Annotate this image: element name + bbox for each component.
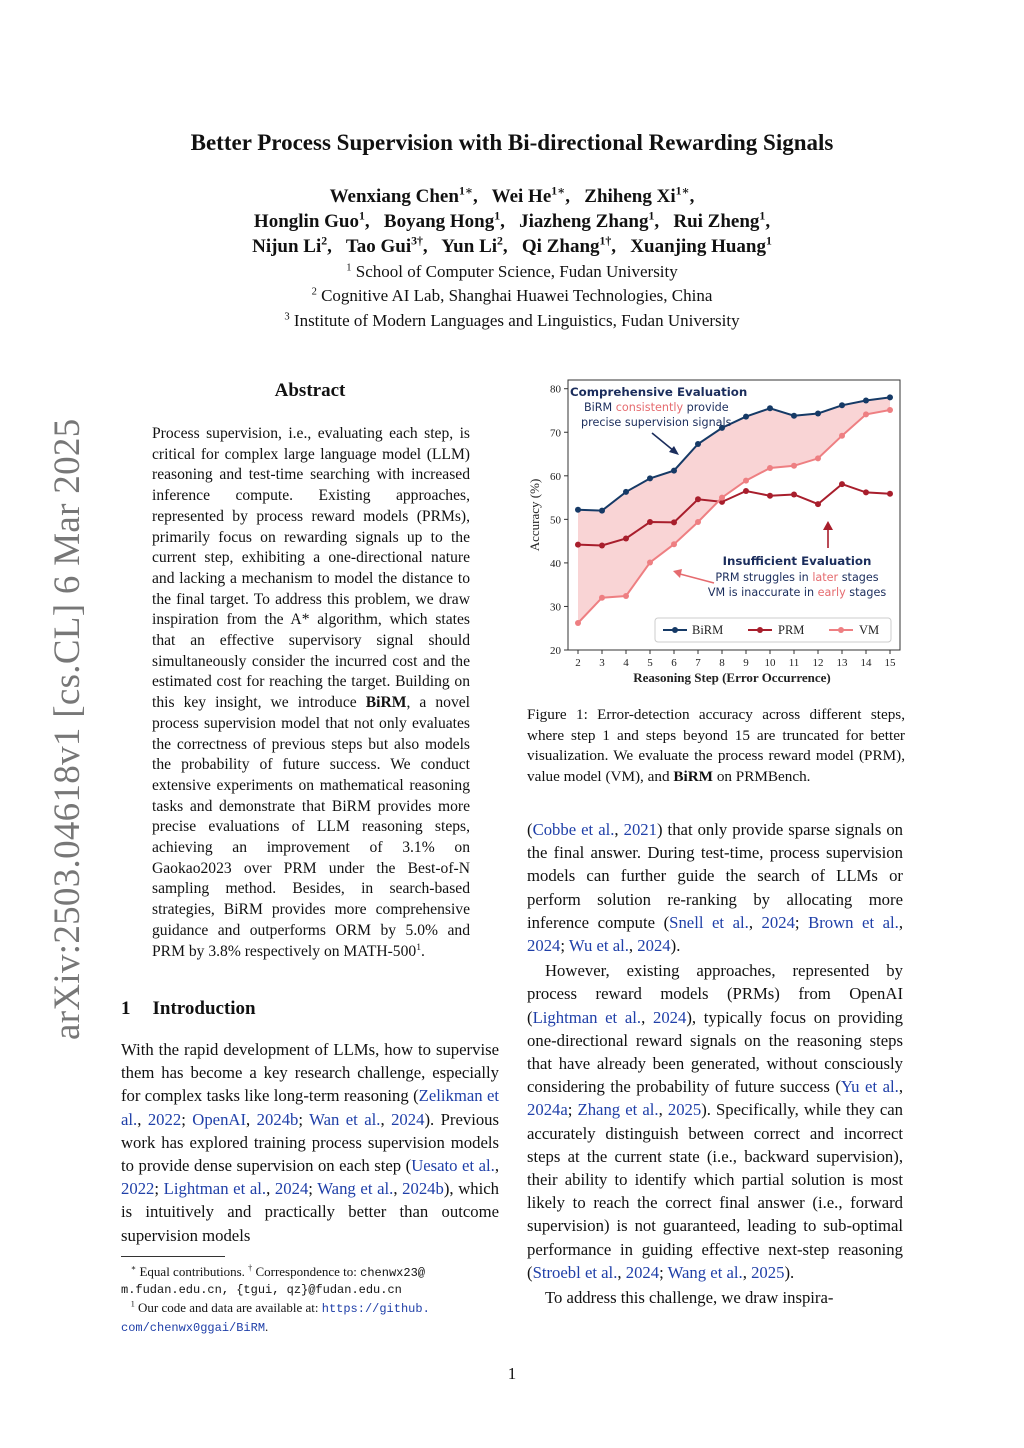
author-mark: 1 <box>648 209 655 223</box>
caption-text: Figure 1: Error-detection accuracy across different steps, where step 1 and steps beyond 15 are truncated for better visualization. We evaluate the process reward model (PRM), value model (VM), and <box>527 706 905 785</box>
citation-link[interactable]: 2022 <box>121 1179 155 1199</box>
data-point-vm <box>623 593 629 599</box>
data-point-prm <box>647 519 653 525</box>
text-part: ). Specifically, while they can accurately distinguish between correct and incorrect steps at the current state (i.e., backward supervision), their ability to identify which partial solution is most likely to reach the correct final answer (i.e., forward supervision) is not guaranteed, leading to sub-optimal performance in guiding effective next-step reasoning ( <box>527 1100 904 1282</box>
abstract-birm: BiRM <box>365 694 407 712</box>
text-part: ), typically focus on providing one-directional reward signals on the reasoning steps that have already been generated, without consciously considering the probability of future success ( <box>527 1007 903 1097</box>
citation-link[interactable]: 2024 <box>391 1109 425 1129</box>
annotation-insufficient-line1 <box>715 571 878 584</box>
annotation-insufficient-line2 <box>708 586 887 599</box>
author-mark: 2 <box>321 234 328 248</box>
annotation-highlight: consistently <box>615 401 684 414</box>
text-part: , <box>393 1179 403 1199</box>
section-heading <box>121 998 256 1020</box>
y-tick-label: 50 <box>550 514 561 527</box>
author-mark: 2 <box>497 234 503 248</box>
data-point-vm <box>791 463 797 469</box>
affiliation-3 <box>0 311 1024 331</box>
author-line-3: Nijun Li$^2$, Tao Gui$^{3\dagger}$, Yun Li$^2$, Qi Zhang$^{1\dagger}$, Xuanjing Huang$^1$ <box>252 234 772 257</box>
right-column-body <box>527 818 903 1311</box>
x-axis-label: Reasoning Step (Error Occurrence) <box>633 670 831 685</box>
citation-link[interactable]: Stroebl et al. <box>532 1262 618 1282</box>
author-mark: 1∗ <box>551 184 566 198</box>
annotation-text: VM is inaccurate in <box>707 586 818 599</box>
citation-link[interactable]: Snell et al. <box>669 912 749 932</box>
data-point-vm <box>671 541 677 547</box>
annotation-text: provide <box>683 401 729 414</box>
text-part: ; <box>567 1100 578 1120</box>
y-tick-label: 70 <box>550 427 561 440</box>
citation-link[interactable]: 2024 <box>761 912 795 932</box>
paragraph <box>527 818 903 957</box>
footnote-text: . <box>265 1319 269 1334</box>
text-part: , <box>748 912 762 932</box>
data-point-vm <box>887 407 893 413</box>
text-part: , <box>614 820 624 839</box>
data-point-birm <box>863 398 869 404</box>
affiliation-text: School of Computer Science, Fudan University <box>355 262 678 281</box>
email-link[interactable]: chenwx23@ <box>360 1266 425 1280</box>
author-line-1: Wenxiang Chen$^{1∗}$, Wei $He^{1∗}$, Zhiheng $Xi^{1∗}$, <box>329 184 695 207</box>
footnote-mark: ∗ <box>130 1263 137 1273</box>
text-part: ) that only provide sparse signals on the final answer. During test-time, process supervision models can further guide the search of LLMs or perform solution re-ranking by allocating more inference compute ( <box>527 820 904 932</box>
author-mark: 1∗ <box>675 184 690 198</box>
annotation-text: stages <box>838 571 879 584</box>
citation-link[interactable]: Wan et al. <box>309 1109 381 1129</box>
citation-link[interactable]: 2024b <box>402 1179 444 1199</box>
annotation-text: stages <box>845 586 887 599</box>
data-point-prm <box>671 519 677 525</box>
text-part: ). <box>784 1262 795 1282</box>
data-point-birm <box>647 475 653 481</box>
text-part: To address this challenge, we draw inspira- <box>545 1288 834 1308</box>
text-part: , <box>617 1262 626 1282</box>
author-name: Yun Li <box>441 236 498 257</box>
author-mark: 3† <box>411 234 423 248</box>
author-name: Wei He <box>491 186 552 207</box>
citation-link[interactable]: Uesato et al. <box>411 1156 495 1176</box>
data-point-vm <box>839 433 845 439</box>
data-point-vm <box>695 519 701 525</box>
author-name: Xuanjing Huang <box>630 236 766 257</box>
data-point-birm <box>815 411 821 417</box>
arrow-comprehensive-icon <box>652 433 679 455</box>
paragraph <box>527 1286 903 1309</box>
text-part: ; <box>659 1262 668 1282</box>
data-point-vm <box>815 455 821 461</box>
annotation-comprehensive-line2: precise supervision signals <box>581 416 732 429</box>
data-point-birm <box>623 489 629 495</box>
data-point-vm <box>719 495 725 501</box>
citation-link[interactable]: Wang et al. <box>667 1262 743 1282</box>
data-point-prm <box>575 542 581 548</box>
arrow-vm-icon <box>673 569 714 583</box>
author-name: Jiazheng Zhang <box>519 211 649 232</box>
citation-link[interactable]: 2024 <box>637 936 671 956</box>
annotation-comprehensive-title: Comprehensive Evaluation <box>570 385 748 399</box>
data-point-prm <box>599 543 605 549</box>
footnotes <box>121 1263 501 1337</box>
citation-link[interactable]: Yu et al. <box>840 1077 899 1097</box>
x-tick-label: 3 <box>599 657 605 669</box>
citation-link[interactable]: 2024 <box>527 936 561 956</box>
x-tick-label: 2 <box>575 657 581 669</box>
annotation-text: PRM struggles in <box>715 571 813 584</box>
text-part: ; <box>181 1109 193 1129</box>
text-part: ; <box>560 936 569 956</box>
author-mark: 1 <box>766 234 772 248</box>
citation-link[interactable]: 2021 <box>623 820 657 839</box>
author-name: Rui Zheng <box>673 211 760 232</box>
y-tick-label: 80 <box>550 383 561 396</box>
citation-link[interactable]: 2024 <box>274 1179 309 1199</box>
text-part: , <box>246 1109 257 1129</box>
data-point-birm <box>743 414 749 420</box>
text-part: With the rapid development of LLMs, how to supervise them has become a key research challenge, especially for complex tasks like long-term reasoning ( <box>121 1040 499 1106</box>
x-tick-label: 8 <box>719 657 725 669</box>
author-mark: 1 <box>494 209 501 223</box>
annotation-insufficient-title: Insufficient Evaluation <box>722 554 872 568</box>
annotation-highlight: early <box>817 586 846 599</box>
caption-text: on PRMBench. <box>713 767 811 785</box>
intro-paragraph <box>121 1038 499 1247</box>
author-mark: 1 <box>359 209 365 223</box>
paper-title: Better Process Supervision with Bi-directional Rewarding Signals <box>190 130 834 155</box>
data-point-birm <box>767 405 773 411</box>
text-part: ). Previous work has explored training process supervision models to provide dense supervision on each step ( <box>121 1109 500 1176</box>
citation-link[interactable]: 2025 <box>667 1100 702 1120</box>
data-point-birm <box>671 468 677 474</box>
citation-link[interactable]: 2022 <box>147 1109 182 1129</box>
text-part: ; <box>154 1179 164 1199</box>
citation-link[interactable]: Cobbe et al. <box>532 820 615 839</box>
author-name: Boyang Hong <box>383 211 495 232</box>
annotation-comprehensive-line1 <box>584 401 729 414</box>
x-tick-label: 12 <box>812 657 824 669</box>
code-url-link[interactable]: https://github. <box>321 1302 430 1316</box>
author-mark: 1† <box>599 234 612 248</box>
legend-marker-birm <box>672 627 678 633</box>
author-mark: 1 <box>759 209 766 223</box>
annotation-highlight: later <box>812 571 839 584</box>
abstract-text-part: . <box>421 942 425 960</box>
citation-link[interactable]: OpenAI <box>192 1109 247 1129</box>
author-name: Honglin Guo <box>253 211 359 232</box>
citation-link[interactable]: 2024a <box>527 1100 568 1120</box>
footnote-mark: 1 <box>130 1299 135 1309</box>
citation-link[interactable]: Zelikman et al. <box>121 1086 499 1129</box>
section-title: Introduction <box>152 998 256 1019</box>
text-part: , <box>137 1109 148 1129</box>
data-point-vm <box>575 620 581 626</box>
email-link[interactable]: m.fudan.edu.cn, {tgui, qz}@fudan.edu.cn <box>121 1283 402 1297</box>
footnote-ref[interactable]: 1 <box>416 941 422 953</box>
data-point-vm <box>863 411 869 417</box>
y-tick-label: 60 <box>550 470 561 483</box>
data-point-birm <box>695 441 701 447</box>
x-tick-label: 15 <box>884 657 896 669</box>
arxiv-identifier: arXiv:2503.04618v1 [cs.CL] 6 Mar 2025 <box>47 418 88 1040</box>
data-point-prm <box>767 493 773 499</box>
citation-link[interactable]: 2024 <box>625 1262 660 1282</box>
legend-label-prm: PRM <box>778 623 805 637</box>
abstract-heading: Abstract <box>274 380 346 401</box>
footnote-divider <box>121 1256 225 1257</box>
text-part: However, existing approaches, represented by process reward models (PRMs) from OpenAI ( <box>527 961 903 1027</box>
x-tick-label: 11 <box>788 657 800 669</box>
author-line-2: Honglin Guo$^1$, Boyang Hong$^1$, Jiazheng Zhang$^1$, Rui Zheng$^1$, <box>253 209 771 232</box>
text-part: ; <box>308 1179 318 1199</box>
annotation-text: BiRM <box>584 401 616 414</box>
abstract-text-part: , a novel process supervision model that not only evaluates the correctness of previous steps but also models the probability of future success. We conduct extensive experiments on mathematical reasoning tasks and demonstrate that BiRM provides more precise evaluations of LLM reasoning steps, achieving an improvement of 3.1% on Gaokao2023 over PRM under the Best-of-N sampling method. Besides, in search-based strategies, BiRM provides more comprehensive guidance and outperforms ORM by 5.0% and PRM by 3.8% respectively on MATH-500 <box>152 694 470 960</box>
text-part: , <box>658 1100 668 1120</box>
text-part: ; <box>794 912 809 932</box>
affiliation-mark: 1 <box>346 262 352 274</box>
legend-marker-prm <box>757 627 763 633</box>
footnote-contrib <box>121 1263 501 1282</box>
page-number: 1 <box>507 1364 517 1383</box>
abstract-text-part: Process supervision, i.e., evaluating each step, is critical for complex large language model (LLM) reasoning and test-time searching with increased inference compute. Existing approaches, represented by process reward models (PRMs), primarily focus on rewarding signals up to the current step, exhibiting a one-directional nature and lacking a mechanism to model the distance to the final target. To address this problem, we draw inspiration from the A* algorithm, which states that an effective supervisory signal should simultaneously consider the incurred cost and the estimated cost for reaching the target. Building on this key insight, we introduce <box>152 425 470 712</box>
x-tick-label: 7 <box>695 657 701 669</box>
y-tick-label: 30 <box>550 601 561 614</box>
figure-caption <box>527 705 905 787</box>
citation-link[interactable]: 2024b <box>256 1109 299 1129</box>
legend-marker-vm <box>838 627 844 633</box>
text-part: , <box>898 912 904 932</box>
footnote-text: Our code and data are available at: <box>134 1300 322 1315</box>
affiliation-mark: 3 <box>284 311 290 323</box>
data-point-prm <box>887 491 893 497</box>
affiliation-2 <box>0 286 1024 306</box>
citation-link[interactable]: 2025 <box>751 1262 785 1282</box>
footnote-text: Correspondence to: <box>252 1264 361 1279</box>
author-name: Wenxiang Chen <box>329 186 459 207</box>
text-part: ), which is intuitively and practically better than outcome supervision models <box>121 1179 499 1245</box>
data-point-vm <box>647 560 653 566</box>
x-tick-label: 9 <box>743 657 749 669</box>
citation-link[interactable]: 2024 <box>652 1007 687 1027</box>
data-point-prm <box>743 488 749 494</box>
x-tick-label: 6 <box>671 657 677 669</box>
data-point-prm <box>863 489 869 495</box>
text-part: , <box>494 1156 499 1176</box>
affiliation-1 <box>0 262 1024 282</box>
arrow-prm-icon <box>823 521 833 548</box>
caption-birm: BiRM <box>673 767 714 785</box>
data-point-prm <box>815 501 821 507</box>
data-point-birm <box>575 507 581 513</box>
data-point-prm <box>839 481 845 487</box>
author-name: Nijun Li <box>252 236 322 257</box>
footnote-text: Equal contributions. <box>136 1264 249 1279</box>
text-part: , <box>628 936 638 956</box>
data-point-prm <box>695 496 701 502</box>
x-tick-label: 5 <box>647 657 653 669</box>
data-point-prm <box>791 492 797 498</box>
data-point-prm <box>623 536 629 542</box>
data-point-birm <box>839 402 845 408</box>
author-name: Zhiheng Xi <box>584 186 676 207</box>
data-point-vm <box>767 465 773 471</box>
text-part: , <box>380 1109 392 1129</box>
citation-link[interactable]: Lightman et al. <box>163 1179 267 1199</box>
data-point-birm <box>791 413 797 419</box>
author-name: Qi Zhang <box>521 236 600 257</box>
y-tick-label: 40 <box>550 557 561 570</box>
footnote-code <box>121 1299 501 1318</box>
paragraph <box>527 959 903 1284</box>
y-tick-label: 20 <box>550 645 561 657</box>
code-url-link[interactable]: com/chenwx0ggai/BiRM <box>121 1321 266 1335</box>
text-part: , <box>742 1262 752 1282</box>
footnote-mark: † <box>248 1263 253 1273</box>
text-part: ( <box>527 820 533 839</box>
y-axis-label: Accuracy (%) <box>527 478 542 552</box>
affiliation-mark: 2 <box>311 286 317 298</box>
text-part: ). <box>670 936 681 956</box>
author-mark: 1∗ <box>458 184 473 198</box>
citation-link[interactable]: Wang et al. <box>317 1179 394 1199</box>
affiliation-text: Institute of Modern Languages and Linguistics, Fudan University <box>293 311 740 330</box>
text-part: , <box>266 1179 275 1199</box>
citation-link[interactable]: Lightman et al. <box>532 1007 642 1027</box>
x-tick-label: 10 <box>764 657 776 669</box>
citation-link[interactable]: Brown et al. <box>808 912 899 932</box>
data-point-vm <box>743 478 749 484</box>
legend-label-birm: BiRM <box>692 623 724 637</box>
data-point-vm <box>599 595 605 601</box>
legend-label-vm: VM <box>859 623 880 637</box>
text-part: ; <box>298 1109 310 1129</box>
x-tick-label: 4 <box>623 657 629 669</box>
abstract-body <box>152 424 470 962</box>
x-tick-label: 13 <box>836 657 848 669</box>
x-tick-label: 14 <box>860 657 872 669</box>
data-point-birm <box>599 508 605 514</box>
data-point-birm <box>887 394 893 400</box>
author-name: Tao Gui <box>345 236 412 257</box>
section-number: 1 <box>121 998 131 1019</box>
text-part: , <box>898 1077 903 1097</box>
affiliation-text: Cognitive AI Lab, Shanghai Huawei Technologies, China <box>321 286 713 305</box>
chart-legend <box>655 618 891 642</box>
figure-1-chart <box>518 372 908 690</box>
citation-link[interactable]: Wu et al. <box>568 936 629 956</box>
citation-link[interactable]: Zhang et al. <box>577 1100 659 1120</box>
text-part: , <box>641 1007 653 1027</box>
